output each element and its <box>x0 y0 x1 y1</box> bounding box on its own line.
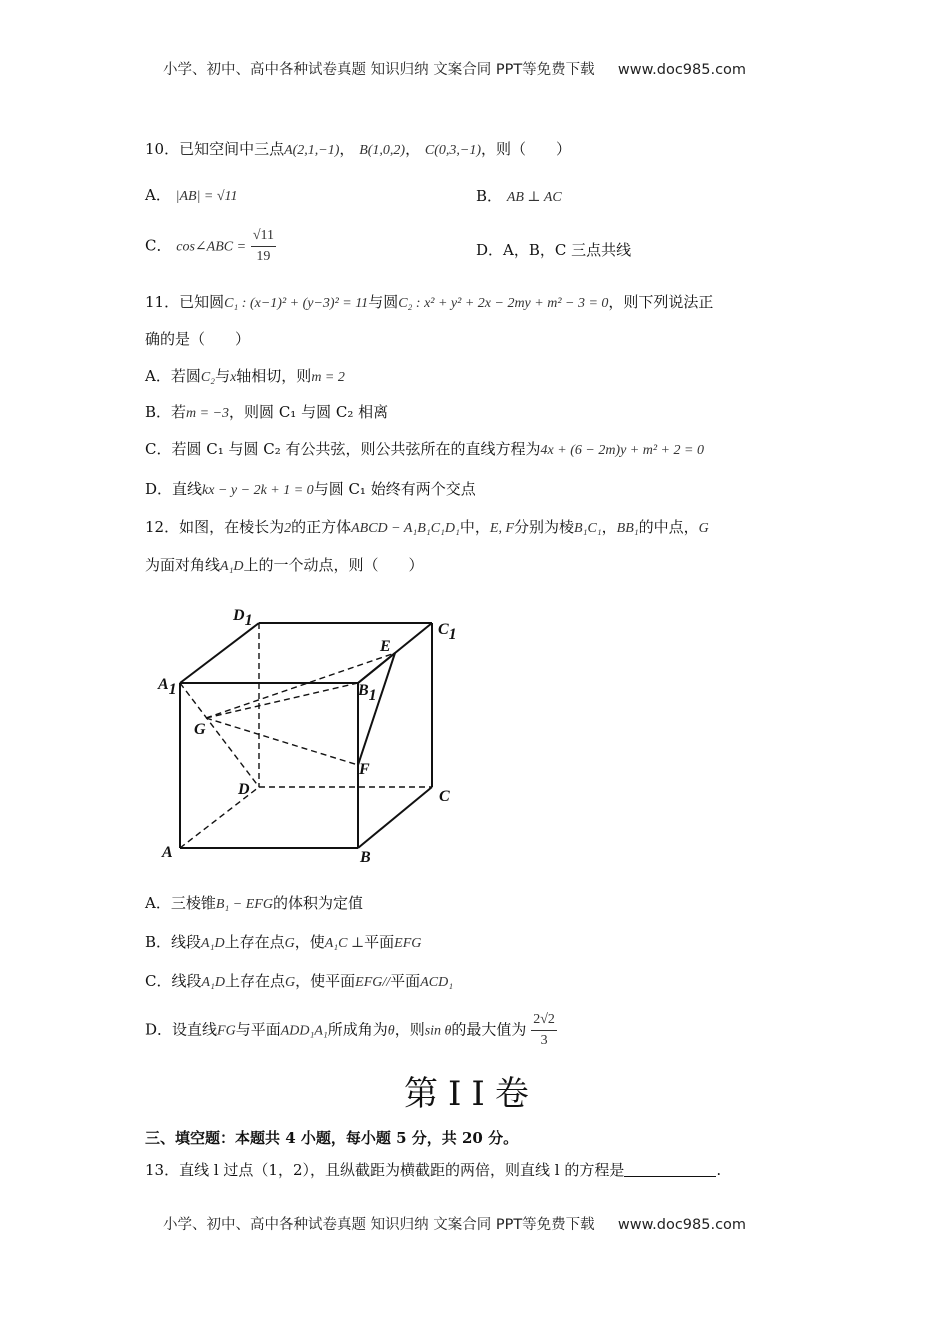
label-d: D <box>238 781 250 798</box>
q11-option-b: B．若m = −3，则圆 C₁ 与圆 C₂ 相离 <box>145 403 389 421</box>
q12-option-a: A．三棱锥B₁ − EFG的体积为定值 <box>145 894 363 912</box>
page-footer <box>163 1213 746 1234</box>
circle-c1-eq: C₁ : (x−1)² + (y−3)² = 11 <box>224 296 369 311</box>
q11-option-d: D．直线kx − y − 2k + 1 = 0与圆 C₁ 始终有两个交点 <box>145 480 476 498</box>
segment-e-f <box>358 653 395 765</box>
q10-option-a: A． |AB| = √11 <box>145 186 238 204</box>
label-e: E <box>380 638 391 655</box>
q11-option-a: A．若圆C₂与x轴相切，则m = 2 <box>145 367 345 385</box>
label-f: F <box>359 761 370 778</box>
q10-option-c: C． cos∠ABC = $\frac{√11}{19}$ <box>145 226 276 267</box>
label-g: G <box>194 721 206 738</box>
header-text: 小学、初中、高中各种试卷真题 知识归纳 文案合同 PPT等免费下载 <box>163 62 595 78</box>
diagonal-a1-d <box>180 683 259 787</box>
segment-g-b1 <box>206 683 358 718</box>
header-site-link[interactable]: www.doc985.com <box>617 62 747 78</box>
segment-g-f <box>206 718 358 765</box>
q12-option-d-fraction: $\frac{2√2}{3}$ <box>533 1012 555 1048</box>
label-c: C <box>439 788 450 805</box>
q13-answer-blank[interactable] <box>624 1162 716 1177</box>
q10-stem: 10．已知空间中三点A(2,1,−1)， B(1,0,2)， C(0,3,−1)，则（ ） <box>145 140 571 158</box>
q12-option-d: D．设直线FG与平面ADD₁A₁所成角为θ，则sin θ的最大值为 $\frac{2√2}{3}$ <box>145 1010 557 1051</box>
footer-text: 小学、初中、高中各种试卷真题 知识归纳 文案合同 PPT等免费下载 <box>163 1217 595 1233</box>
q12-option-c: C．线段A₁D上存在点G，使平面EFG//平面ACD₁ <box>145 972 454 990</box>
label-d1: D1 <box>233 607 253 629</box>
point-b: B(1,0,2) <box>359 143 406 158</box>
edge-b-c <box>358 787 432 848</box>
q11-stem-line2: 确的是（ ） <box>145 330 251 348</box>
cube-figure <box>150 600 470 870</box>
q11-option-c: C．若圆 C₁ 与圆 C₂ 有公共弦，则公共弦所在的直线方程为4x + (6 − 2m)y + m² + 2 = 0 <box>145 440 704 458</box>
footer-site-link[interactable]: www.doc985.com <box>617 1217 747 1233</box>
label-a1: A1 <box>158 676 177 698</box>
circle-c2-eq: C₂ : x² + y² + 2x − 2my + m² − 3 = 0 <box>398 296 609 311</box>
q10-option-a-math: |AB| = √11 <box>175 189 238 204</box>
label-b1: B1 <box>358 682 377 704</box>
q10-option-b-math: AB ⊥ AC <box>506 190 562 205</box>
q12-stem-line2: 为面对角线A₁D上的一个动点，则（ ） <box>145 556 424 574</box>
q10-option-b: B． AB ⊥ AC <box>476 187 562 205</box>
label-c1: C1 <box>438 621 457 643</box>
label-a: A <box>162 844 173 861</box>
q12-stem: 12．如图，在棱长为2的正方体ABCD − A₁B₁C₁D₁中，E, F分别为棱B₁C₁，BB₁的中点，G <box>145 518 709 536</box>
label-b: B <box>360 849 371 866</box>
q10-option-c-fraction: $\frac{√11}{19}$ <box>252 228 274 264</box>
q10-option-d: D．A，B，C 三点共线 <box>476 241 632 259</box>
q12-option-b: B．线段A₁D上存在点G，使A₁C ⊥平面EFG <box>145 933 422 951</box>
point-c: C(0,3,−1) <box>424 143 481 158</box>
q13: 13．直线 l 过点（1，2），且纵截距为横截距的两倍，则直线 l 的方程是 . <box>145 1161 722 1179</box>
edge-a1-d1 <box>180 623 259 683</box>
page-header <box>163 58 746 79</box>
section-heading: 三、填空题：本题共 4 小题，每小题 5 分，共 20 分。 <box>145 1129 519 1147</box>
point-a: A(2,1,−1) <box>284 143 340 158</box>
section-title: 第ⅠⅠ卷 <box>404 1074 539 1114</box>
q11-stem: 11．已知圆C₁ : (x−1)² + (y−3)² = 11与圆C₂ : x² + y² + 2x − 2my + m² − 3 = 0，则下列说法正 <box>145 293 714 311</box>
